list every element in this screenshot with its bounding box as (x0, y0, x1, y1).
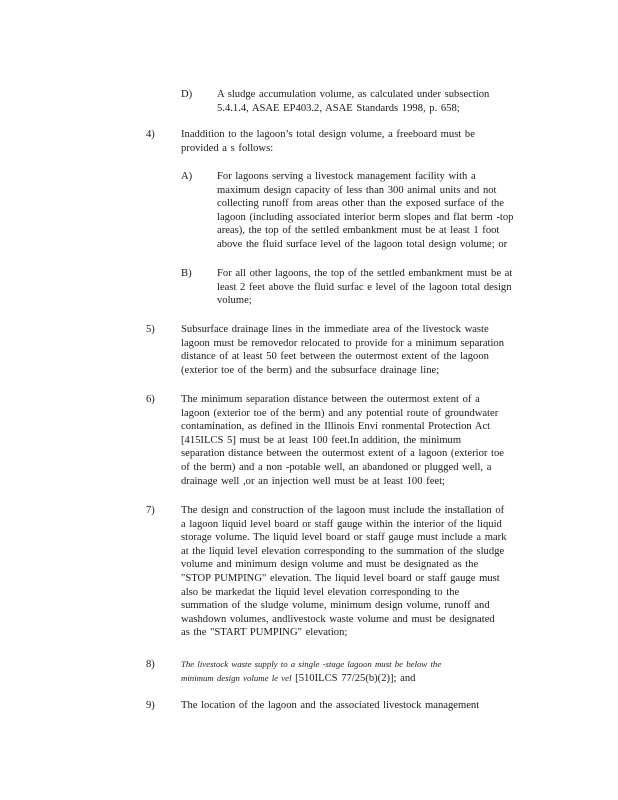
item-line: storage volume. The liquid level board or staff gauge must include a mark (181, 532, 507, 544)
item-line: 5.4.1.4, ASAE EP403.2, ASAE Standards 1998, p. 658; (217, 102, 460, 114)
item-line: [415ILCS 5] must be at least 100 feet.In addition, the minimum (181, 434, 462, 446)
item-text (217, 170, 542, 252)
item-label: 6) (146, 394, 155, 405)
item-text (181, 658, 536, 685)
item-label: 9) (146, 700, 155, 711)
item-line: least 2 feet above the fluid surfac e level of the lagoon total design (217, 281, 512, 293)
item-line: The design and construction of the lagoon must include the installation of (181, 505, 505, 516)
item-label: 4) (146, 129, 155, 140)
item-line: lagoon must be removedor relocated to provide for a minimum separation (181, 337, 505, 349)
item-line: at the liquid level elevation corresponding to the summation of the sludge (181, 545, 505, 557)
item-line: maximum design capacity of less than 300 animal units and not (217, 184, 497, 196)
item-line: collecting runoff from areas other than the exposed surface of the (217, 198, 504, 210)
item-text (217, 88, 517, 115)
item-line: volume and minimum design volume and must be designated as the (181, 559, 479, 571)
item-line: as the "START PUMPING" elevation; (181, 627, 348, 639)
item-text (181, 128, 511, 155)
item-line: contamination, as defined in the Illinois Envi ronmental Protection Act (181, 421, 491, 433)
item-line: washdown volumes, andlivestock waste volume and must be designated (181, 613, 495, 625)
item-label: 8) (146, 659, 155, 670)
item-line: distance of at least 50 feet between the outermost extent of the lagoon (181, 351, 489, 363)
item-line: lagoon (including associated interior berm slopes and flat berm -top (217, 211, 514, 223)
item-line: separation distance between the outermost extent of a lagoon (exterior toe (181, 448, 504, 460)
item-line-part: [510ILCS 77/25(b)(2)]; and (295, 672, 416, 684)
item-label: 7) (146, 505, 155, 516)
item-line: also be markedat the liquid level elevation corresponding to the (181, 586, 460, 598)
item-text (217, 267, 542, 308)
item-line: For lagoons serving a livestock management facility with a (217, 171, 476, 182)
item-line: "STOP PUMPING" elevation. The liquid level board or staff gauge must (181, 572, 500, 584)
item-line: areas), the top of the settled embankment must be at least 1 foot (217, 225, 500, 237)
item-line: Inaddition to the lagoon’s total design volume, a freeboard must be (181, 129, 475, 140)
item-line: The livestock waste supply to a single -stage lagoon must be below the (181, 659, 442, 669)
item-line: The location of the lagoon and the associated livestock management (181, 700, 480, 711)
item-text (181, 699, 536, 713)
item-line (181, 672, 536, 686)
item-line: For all other lagoons, the top of the settled embankment must be at (217, 268, 513, 279)
item-label: D) (181, 89, 193, 100)
item-text (181, 393, 536, 488)
item-label: 5) (146, 324, 155, 335)
item-line: The minimum separation distance between the outermost extent of a (181, 394, 480, 405)
item-line: of the berm) and a non -potable well, an abandoned or plugged well, a (181, 461, 492, 473)
item-line-part: minimum design volume le vel (181, 672, 292, 683)
item-line: a lagoon liquid level board or staff gauge within the interior of the liquid (181, 518, 502, 530)
item-line: provided a s follows: (181, 142, 274, 154)
item-line: A sludge accumulation volume, as calculated under subsection (217, 89, 490, 100)
item-line: (exterior toe of the berm) and the subsurface drainage line; (181, 364, 440, 376)
item-label: B) (181, 268, 192, 279)
item-line: drainage well ,or an injection well must be at least 100 feet; (181, 475, 445, 487)
item-line: Subsurface drainage lines in the immediate area of the livestock waste (181, 324, 489, 335)
item-label: A) (181, 171, 193, 182)
item-line: summation of the sludge volume, minimum design volume, runoff and (181, 600, 490, 612)
item-text (181, 323, 536, 377)
item-text (181, 504, 536, 640)
item-line: volume; (217, 295, 252, 307)
item-line: above the fluid surface level of the lagoon total design volume; or (217, 238, 508, 250)
item-line: lagoon (exterior toe of the berm) and any potential route of groundwater (181, 407, 499, 419)
